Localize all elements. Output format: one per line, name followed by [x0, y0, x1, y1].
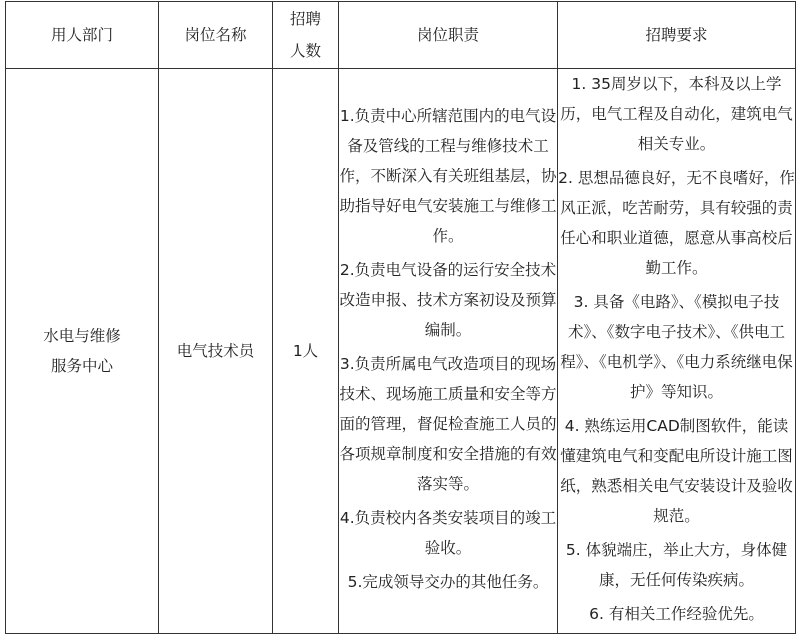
- cell-count: 1人: [273, 69, 339, 634]
- duty-item: 5.完成领导交办的其他任务。: [347, 573, 549, 591]
- requirement-item: 2. 思想品德良好，无不良嗜好，作风正派，吃苦耐劳，具有较强的责任心和职业道德，愿意从事高校后勤工作。: [558, 169, 795, 277]
- duty-item: 4.负责校内各类安装项目的竣工验收。: [339, 509, 557, 557]
- duty-item: 2.负责电气设备的运行安全技术改造申报、技术方案初设及预算编制。: [339, 261, 557, 339]
- recruitment-table: [5, 1, 796, 634]
- cell-position: 电气技术员: [159, 69, 273, 634]
- dept-line2: 服务中心: [50, 357, 113, 375]
- header-requirements: 招聘要求: [558, 2, 796, 69]
- requirement-item: 6. 有相关工作经验优先。: [589, 605, 764, 623]
- header-count: [273, 2, 339, 69]
- requirement-item: 4. 熟练运用CAD制图软件，能读懂建筑电气和变配电所设计施工图纸，熟悉相关电气安装设计及验收规范。: [560, 417, 793, 525]
- duty-item: 3.负责所属电气改造项目的现场技术、现场施工质量和安全等方面的管理，督促检查施工人员的各项规章制度和安全措施的有效落实等。: [339, 355, 557, 493]
- requirement-item: 5. 体貌端庄，举止大方，身体健康，无任何传染疾病。: [565, 541, 788, 589]
- requirement-item: 3. 具备《电路》、《模拟电子技术》、《数字电子技术》、《供电工程》、《电机学》、《电力系统继电保护》等知识。: [560, 293, 793, 401]
- cell-dept: [6, 69, 159, 634]
- header-count-line1: 招聘: [289, 10, 321, 28]
- dept-line1: 水电与维修: [43, 327, 121, 345]
- header-count-line2: 人数: [289, 42, 321, 60]
- header-position: 岗位名称: [159, 2, 273, 69]
- header-dept: 用人部门: [6, 2, 159, 69]
- duty-item: 1.负责中心所辖范围内的电气设备及管线的工程与维修技术工作，不断深入有关班组基层，协助指导好电气安装施工与维修工作。: [339, 107, 557, 245]
- cell-duties: [339, 69, 558, 634]
- cell-requirements: [558, 69, 796, 634]
- requirement-item: 1. 35周岁以下，本科及以上学历，电气工程及自动化，建筑电气相关专业。: [560, 75, 793, 153]
- header-row: [6, 2, 796, 69]
- table-row: [6, 69, 796, 634]
- header-duties: 岗位职责: [339, 2, 558, 69]
